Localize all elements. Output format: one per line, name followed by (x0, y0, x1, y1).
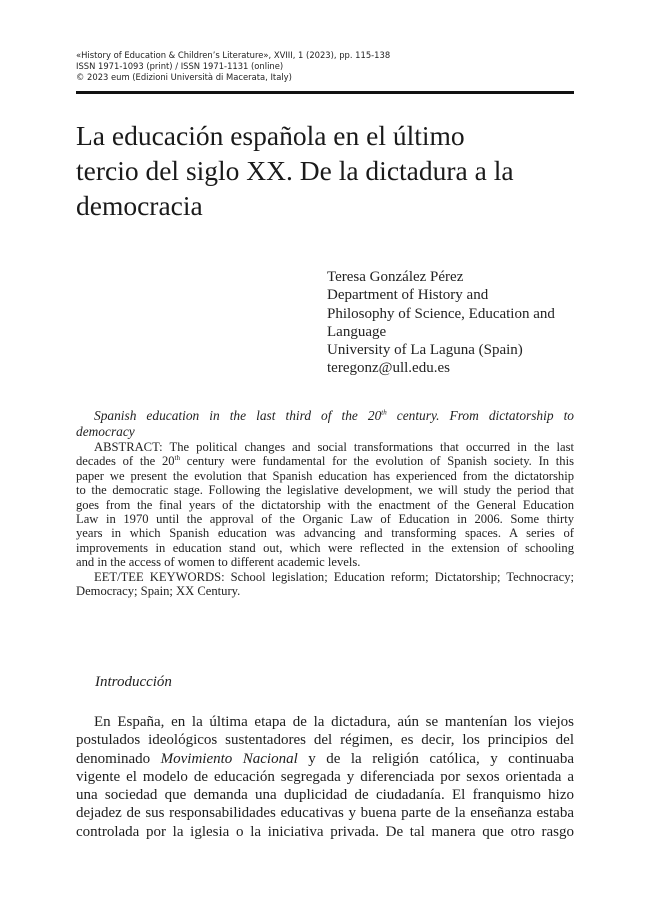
abstract-line: Law in 1970 until the approval of the Organic Law of Education in 2006. Some thirty (76, 512, 574, 527)
article-title (76, 118, 576, 223)
abstract-line: and in the access of women to different academic levels. (76, 555, 361, 570)
article-title-line: tercio del siglo XX. De la dictadura a la (76, 155, 514, 186)
author-affiliation: Philosophy of Science, Education and (327, 305, 555, 322)
author-affiliation: Department of History and (327, 287, 489, 304)
journal-issn: ISSN 1971-1093 (print) / ISSN 1971-1131 (online) (76, 61, 284, 71)
header-rule (76, 91, 574, 94)
section-heading: Introducción (95, 674, 172, 690)
abstract-line: improvements in education stand out, which were reflected in the extension of schooling (76, 540, 574, 555)
abstract-line: years in which Spanish education was advancing and transforming spaces. A series of (76, 526, 574, 541)
article-title-line: democracia (76, 190, 203, 221)
journal-header (76, 50, 576, 83)
keywords-line: Democracy; Spain; XX Century. (76, 584, 241, 599)
author-block (327, 268, 577, 378)
body-line: vigente el modelo de educación segregada y diferenciada por sexos orientada a (76, 768, 574, 785)
english-title-cont: democracy (76, 424, 135, 439)
author-email[interactable]: teregonz@ull.edu.es (327, 360, 450, 377)
journal-citation: «History of Education & Children’s Literature», XVIII, 1 (2023), pp. 115-138 (76, 50, 391, 60)
abstract-line: ABSTRACT: The political changes and social transformations that occurred in the last (94, 440, 574, 454)
body-line: dejadez de sus responsabilidades educativas y buena parte de la enseñanza estaba (76, 805, 574, 822)
author-name: Teresa González Pérez (327, 269, 464, 285)
abstract-line: decades of the 20th century were fundamental for the evolution of Spanish society. In this (76, 454, 574, 469)
author-university: University of La Laguna (Spain) (327, 342, 523, 359)
body-line: una sociedad que demanda una duplicidad de ciudadanía. El franquismo hizo (76, 787, 574, 804)
journal-copyright: © 2023 eum (Edizioni Università di Macerata, Italy) (76, 72, 292, 82)
body-paragraph (76, 713, 574, 841)
author-affiliation: Language (327, 323, 387, 340)
article-title-line: La educación española en el último (76, 120, 465, 151)
english-title: Spanish education in the last third of the 20th century. From dictatorship to (94, 408, 574, 423)
abstract-line: goes from the final years of the dictatorship with the enactment of the General Education (76, 497, 574, 512)
body-line: controlada por la iglesia o la iniciativa privada. De tal manera que otro rasgo (76, 823, 574, 840)
body-line: postulados ideológicos sustentadores del régimen, es decir, los principios del (76, 732, 574, 749)
abstract-line: to the democratic stage. Following the legislative development, we will study the period that (76, 483, 574, 498)
keywords-line: EET/TEE KEYWORDS: School legislation; Education reform; Dictatorship; Technocracy; (94, 569, 574, 584)
italic-term: Movimiento Nacional (160, 750, 298, 767)
abstract-line: paper we present the evolution that Spanish education has experienced from the dictatorship (76, 468, 574, 483)
abstract-block (76, 408, 574, 598)
body-line: denominado Movimiento Nacional y de la religión católica, y continuaba (76, 750, 574, 767)
body-line: En España, en la última etapa de la dictadura, aún se mantenían los viejos (94, 714, 574, 730)
